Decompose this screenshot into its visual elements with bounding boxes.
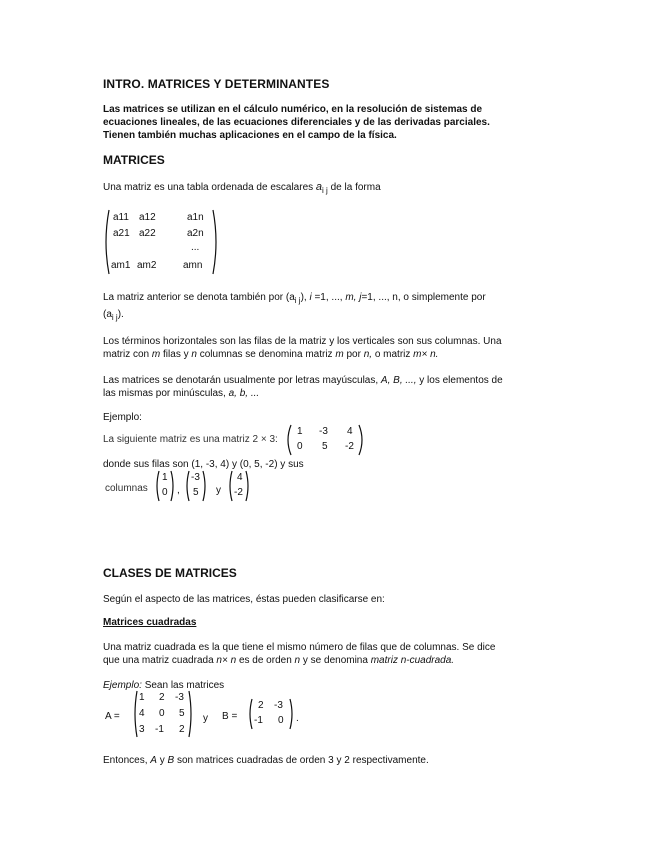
matrix-b: [248, 698, 294, 730]
matrix-dots: ...: [191, 242, 200, 253]
conclusion-line: [103, 754, 429, 767]
text: y: [159, 755, 165, 766]
text: Entonces,: [103, 755, 148, 766]
matrix-cell: a11: [113, 212, 129, 223]
matrix-cell: 1: [139, 692, 145, 703]
example-label: Ejemplo:: [103, 412, 142, 423]
text: por: [346, 349, 361, 360]
matrix-cell: a12: [139, 212, 156, 223]
matrix-cell: -3: [191, 472, 200, 483]
matrix-cell: am2: [137, 260, 157, 271]
rows-cols-line-1: Los términos horizontales son las filas de la matriz y los verticales son sus columnas. Una: [103, 336, 502, 347]
text: A, B, ...,: [380, 375, 417, 386]
column-vector-2: [185, 470, 207, 502]
text: a, b, ...: [228, 388, 260, 399]
y-word: y: [203, 713, 208, 724]
matrix-cell: -3: [274, 700, 283, 711]
notation-line-2: [103, 308, 124, 321]
text: A: [150, 755, 157, 766]
matrix-cell: 5: [179, 708, 185, 719]
text: es de orden: [238, 655, 292, 666]
notation-text: =1, ...,: [314, 292, 343, 303]
matrix-cell: 0: [297, 441, 303, 452]
text: Las matrices se denotarán usualmente por letras mayúsculas,: [103, 375, 379, 386]
matrix-cell: 1: [162, 472, 168, 483]
matrix-cell: -3: [175, 692, 184, 703]
text: columnas se denomina matriz: [199, 349, 333, 360]
section-heading-matrices: MATRICES: [103, 153, 165, 167]
matrix-cell: am1: [111, 260, 131, 271]
intro-paragraph: Las matrices se utilizan en el cálculo numérico, en la resolución de sistemas de ecuaciones lineales, de las ecuaciones diferenciales y de las derivadas parciales. Tienen también muchas aplicaciones en el campo de la física.: [103, 104, 490, 141]
matrix-cell: 1: [297, 426, 303, 437]
definition-symbol: a: [315, 181, 323, 193]
notation-text: =1, ..., n, o simplemente por: [361, 292, 486, 303]
text: matriz con: [103, 349, 150, 360]
matrix-cell: -1: [155, 724, 164, 735]
matrix-cell: 2: [179, 724, 185, 735]
text: matriz n-cuadrada.: [370, 655, 455, 666]
notation-text: ),: [300, 292, 307, 303]
matrix-cell: 4: [237, 472, 243, 483]
matrix-cell: 4: [139, 708, 145, 719]
matrix-cell: a22: [139, 228, 156, 239]
notation-subscript: i j: [111, 313, 118, 322]
notation-line-1: [103, 291, 486, 304]
text: las mismas por minúsculas,: [103, 388, 226, 399]
cuadrada-def-1: Una matriz cuadrada es la que tiene el mismo número de filas que de columnas. Se dice: [103, 642, 496, 653]
clases-intro: Según el aspecto de las matrices, éstas pueden clasificarse en:: [103, 594, 385, 605]
sub-heading-cuadradas: Matrices cuadradas: [103, 617, 197, 628]
matrix-cell: 2: [159, 692, 165, 703]
matrix-cell: -1: [254, 715, 263, 726]
text: n× n: [216, 655, 237, 666]
matrix-cell: 2: [258, 700, 264, 711]
matrix-cell: -2: [345, 441, 354, 452]
notation-subscript: i j: [294, 296, 301, 305]
matrix-cell: -2: [234, 487, 243, 498]
columns-label: columnas: [105, 483, 148, 494]
matrix-b-label: B =: [222, 711, 238, 722]
matrix-cell: 5: [322, 441, 328, 452]
matrix-cell: 0: [159, 708, 165, 719]
text: n: [294, 655, 301, 666]
definition-text-after: de la forma: [330, 182, 381, 193]
example-label: Ejemplo:: [103, 680, 142, 691]
matrix-cell: 5: [193, 487, 199, 498]
cuadrada-def-2: [103, 654, 454, 667]
text: y se denomina: [302, 655, 368, 666]
text: n: [191, 349, 197, 360]
column-vector-3: [228, 470, 250, 502]
text: son matrices cuadradas de orden 3 y 2 respectivamente.: [176, 755, 429, 766]
definition-text: Una matriz es una tabla ordenada de escalares: [103, 182, 314, 193]
matrix-cell: -3: [319, 426, 328, 437]
matrix-cell: 4: [347, 426, 353, 437]
general-matrix: [103, 208, 223, 276]
notation-text: ).: [117, 309, 124, 320]
matrix-cell: amn: [183, 260, 203, 271]
definition-subscript: i j: [322, 186, 328, 195]
text: filas y: [163, 349, 189, 360]
comma: ,: [177, 485, 180, 496]
example-matrix: [285, 424, 365, 456]
text: n,: [363, 349, 373, 360]
matrix-cell: a21: [113, 228, 130, 239]
rows-cols-line-2: [103, 348, 438, 361]
page-title: INTRO. MATRICES Y DETERMINANTES: [103, 77, 330, 91]
column-vector-1: [155, 470, 175, 502]
letters-line-2: [103, 387, 259, 400]
definition-line: [103, 181, 381, 194]
letters-line-1: [103, 374, 503, 387]
text: B: [167, 755, 175, 766]
notation-m: m,: [345, 292, 357, 303]
text: m: [151, 349, 161, 360]
notation-text: La matriz anterior se denota también por (a: [103, 292, 295, 303]
notation-text: (a: [103, 309, 112, 320]
matrix-cell: a1n: [187, 212, 204, 223]
y-word: y: [216, 485, 221, 496]
text: m: [335, 349, 344, 360]
example-text: Sean las matrices: [144, 680, 225, 691]
text: que una matriz cuadrada: [103, 655, 214, 666]
example-text: La siguiente matriz es una matriz 2 × 3:: [103, 434, 278, 445]
section-heading-clases: CLASES DE MATRICES: [103, 566, 237, 580]
text: y los elementos de: [419, 375, 503, 386]
matrix-a: [133, 690, 193, 738]
matrix-cell: 0: [162, 487, 168, 498]
matrix-cell: 3: [139, 724, 145, 735]
matrix-cell: a2n: [187, 228, 204, 239]
notation-i: i: [309, 292, 312, 303]
text: m× n.: [413, 349, 439, 360]
rows-text: donde sus filas son (1, -3, 4) y (0, 5, -2) y sus: [103, 459, 304, 470]
period: .: [296, 713, 299, 724]
matrix-cell: 0: [278, 715, 284, 726]
matrix-a-label: A =: [105, 711, 120, 722]
text: o matriz: [374, 349, 411, 360]
notation-j: j: [359, 292, 362, 303]
